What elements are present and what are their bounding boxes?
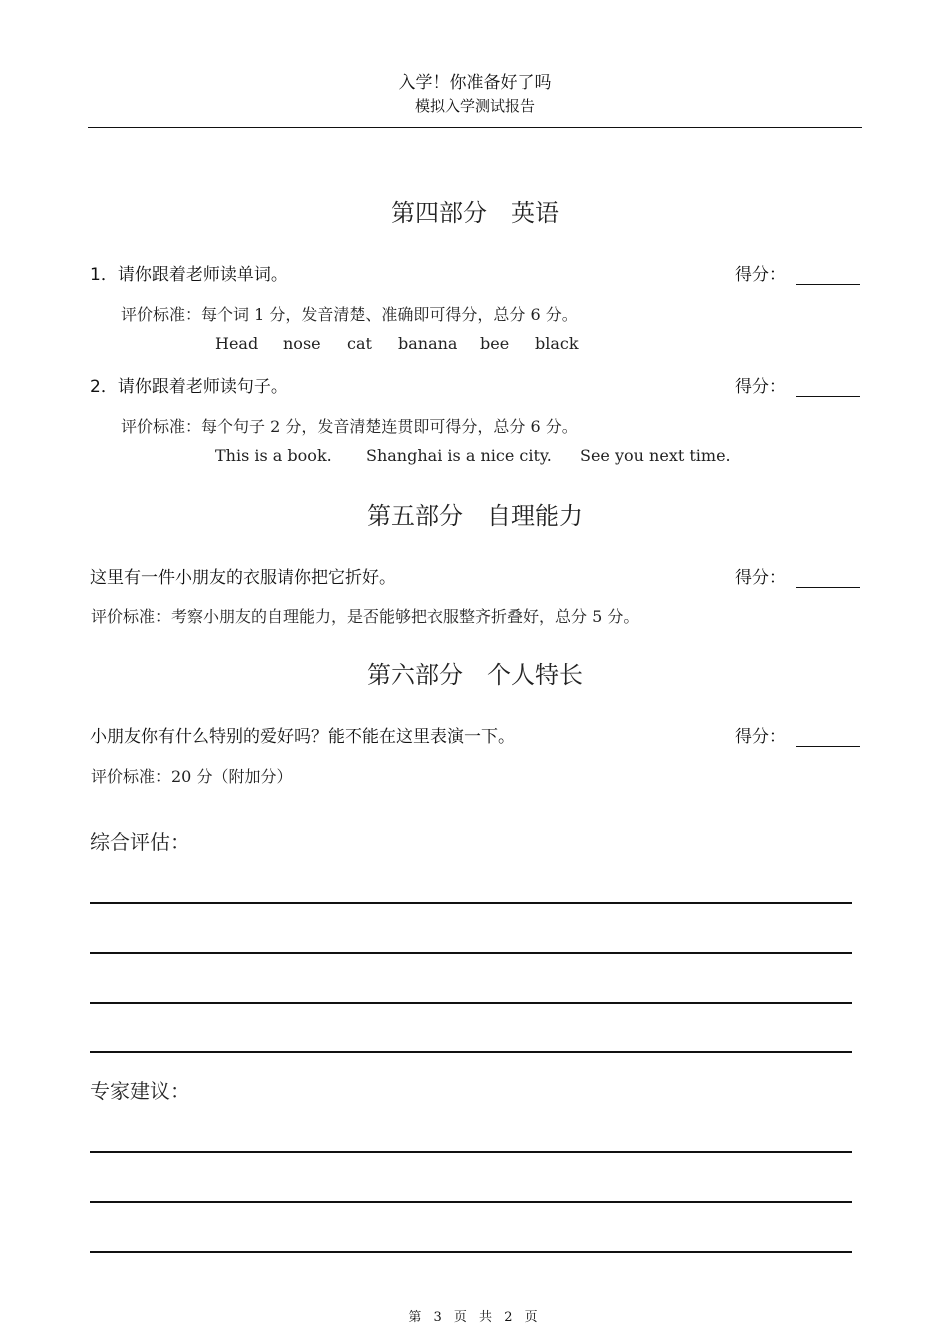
word-item: cat [347,334,372,353]
section-4-title: 第四部分 英语 [391,199,559,227]
advice-writing-line [90,1251,852,1253]
page-number: 第 3 页 共 2 页 [408,1310,542,1325]
advice-label: 专家建议： [90,1079,190,1103]
word-item: nose [283,334,321,353]
header-divider [88,127,862,128]
section-6-title: 第六部分 个人特长 [367,661,583,689]
sentence-item: Shanghai is a nice city. [366,446,552,465]
advice-writing-line [90,1151,852,1153]
evaluation-label: 综合评估： [90,830,190,854]
section-5-score-blank [796,587,860,588]
section-6-score-label: 得分： [735,727,786,747]
word-item: black [535,334,579,353]
section-6-question: 小朋友你有什么特别的爱好吗？能不能在这里表演一下。 [90,727,515,747]
section-5-score-label: 得分： [735,568,786,588]
page-header-title: 入学！你准备好了吗 [398,73,552,93]
advice-writing-line [90,1201,852,1203]
question-1-score-label: 得分： [735,265,786,285]
word-item: bee [480,334,510,353]
evaluation-writing-line [90,1002,852,1004]
question-2-text: 2．请你跟着老师读句子。 [90,377,288,397]
question-2-criteria: 评价标准：每个句子 2 分，发音清楚连贯即可得分，总分 6 分。 [121,417,578,436]
section-6-score-blank [796,746,860,747]
page-header-subtitle: 模拟入学测试报告 [414,97,535,115]
evaluation-writing-line [90,1051,852,1053]
evaluation-writing-line [90,902,852,904]
section-6-criteria: 评价标准：20 分（附加分） [91,767,293,786]
question-2-score-label: 得分： [735,377,786,397]
question-1-word-list [215,334,579,353]
question-2-score-blank [796,396,860,397]
section-5-title: 第五部分 自理能力 [367,502,583,530]
sentence-item: See you next time. [580,446,731,465]
word-item: Head [215,334,259,353]
section-5-question: 这里有一件小朋友的衣服请你把它折好。 [90,568,396,588]
evaluation-writing-line [90,952,852,954]
section-5-criteria: 评价标准：考察小朋友的自理能力，是否能够把衣服整齐折叠好，总分 5 分。 [91,607,640,626]
question-1-score-blank [796,284,860,285]
question-1-text: 1．请你跟着老师读单词。 [90,265,288,285]
sentence-item: This is a book. [215,446,332,465]
question-2-sentence-list [215,446,731,465]
question-1-criteria: 评价标准：每个词 1 分，发音清楚、准确即可得分，总分 6 分。 [121,305,578,324]
word-item: banana [398,334,458,353]
